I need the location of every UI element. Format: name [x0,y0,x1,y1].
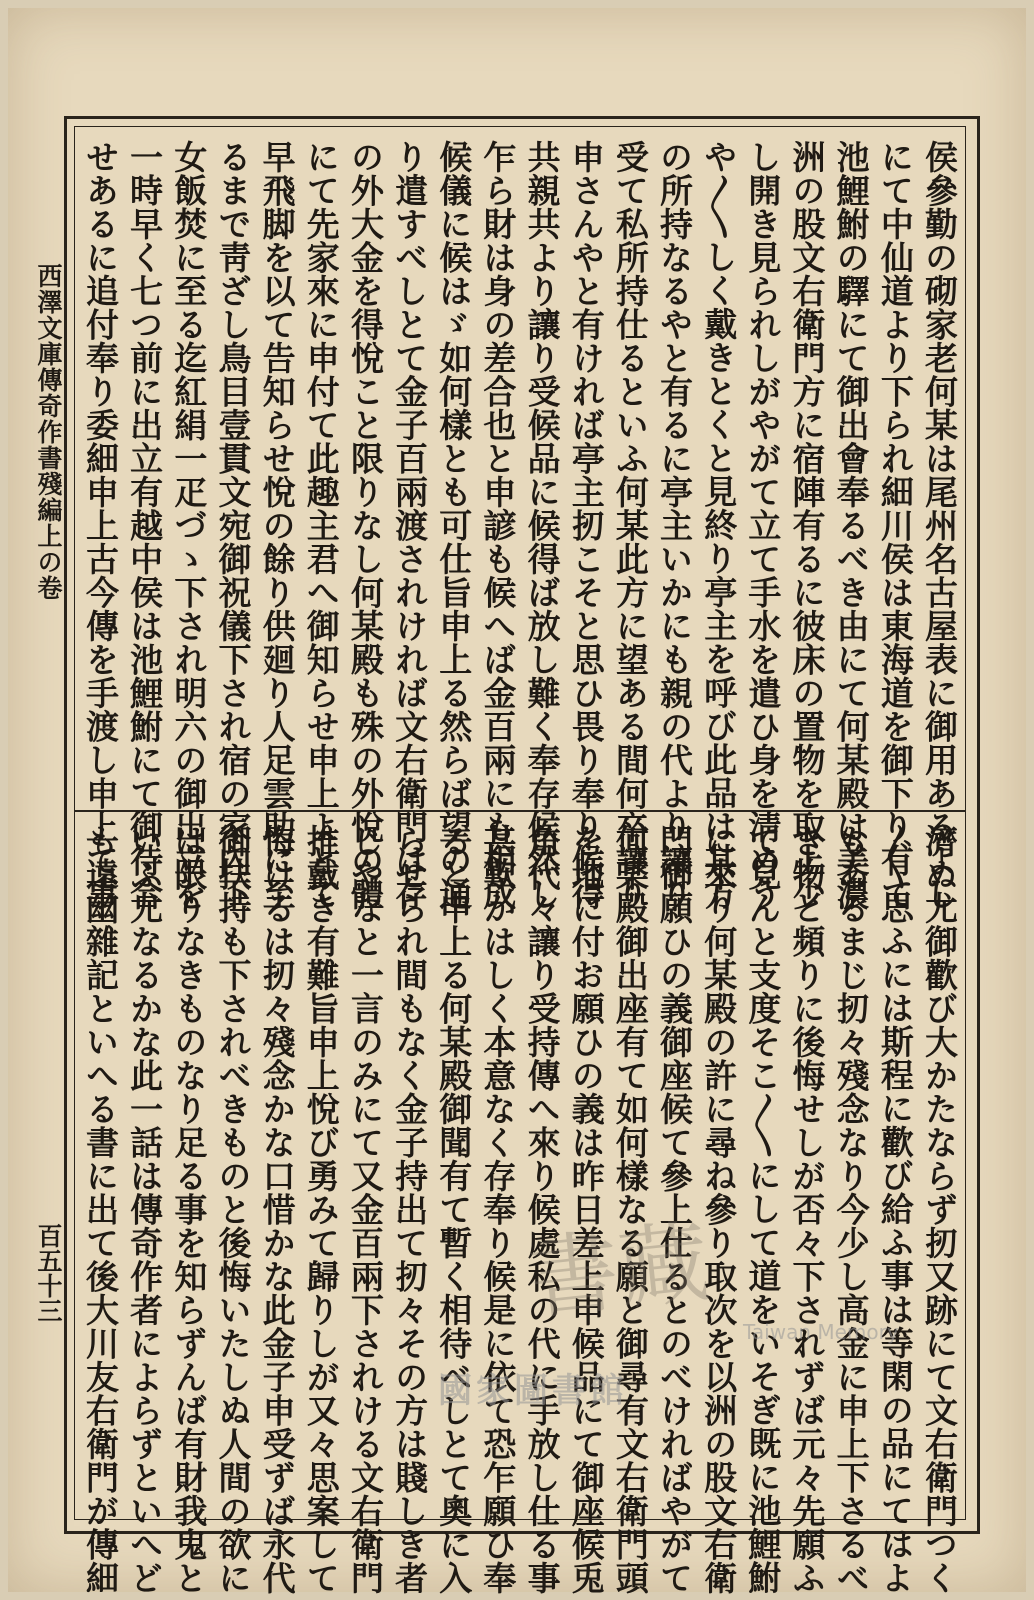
text-column: にて先家來に申付て此趣主君へ御知らせ申上よとて [301,140,341,911]
book-page [8,8,1026,1595]
text-column: 門御願ひの義御座候て參上仕るとのべければやがて [655,824,695,1595]
library-seal-mark: 書藏 [523,1209,714,1334]
text-column: じやなと一言のみにて又金百兩下されける文右衛門 [345,824,385,1595]
text-column: らせられ間もなく金子持出て扨々その方は賤しき者 [390,824,430,1595]
text-column: 推戴き有難旨申上悅び勇みて歸りしが又々思案して [301,824,341,1595]
text-column: 受て私所持仕るといふ何某此方に望ある間何卒讓り [610,140,650,911]
text-column: も遠幽雜記といへる書に出て後大川友右衛門が傳細 [81,824,120,1595]
text-column: せあるに追付奉り委細申上古今傳を手渡し申上て事 [81,140,120,911]
text-column: いふ尤なるかな此一話は傳奇作者によらずといへど [125,824,165,1595]
text-column: にて中仙道より下られ細川侯は東海道を御下り有て [875,140,915,911]
watermark-latin: Taiwan Memory [743,1320,899,1344]
text-column: 〴〵思ふには斯程に歡び給ふ事は等閑の品にてはよ [875,824,915,1594]
page-number: 百五十三 [34,1223,63,1323]
running-title: 西澤文庫傳奇作書殘編上の卷 [34,263,63,601]
text-column: 角代々讓り受持傳へ來り候處私の代に手放し仕る事 [522,824,562,1595]
text-column: 女飯焚に至る迄紅絹一疋づゝ下され明六の御出立を [169,140,209,911]
text-column: は限りなきものなり足る事を知らずんば有財我鬼と [169,824,209,1595]
text-column: 共親共より讓り受候品に候得ば放し難く奉存候然し [522,140,562,911]
text-column: 早飛脚を以て告知らせ悅の餘り供廻り人足雲助に至 [257,140,297,911]
text-column: し開き見られしがやがて立て手水を遣ひ身を淸めう [743,140,783,911]
text-column: 一時早く七つ前に出立有越中侯は池鯉鮒にて御待合 [125,140,165,911]
text-column: の所持なるやと有るに亭主いかにも親の代より讓り [655,140,695,911]
text-column: 甚歎かはしく本意なく存奉り候是に依て恐乍願ひ奉 [478,824,518,1595]
text-column: 悔けるは扨々殘念かな口惜かな此金子申受ずば永代 [257,824,297,1595]
text-column: 池鯉鮒の驛にて御出會奉るべき由にて何某殿は美濃 [831,140,871,911]
text-column: の外大金を得悅こと限りなし何某殿も殊の外悅の體 [345,140,385,911]
text-column: 侯參勤の砌家老何某は尾州名古屋表に御用あるよし [919,140,959,911]
text-column: て見んと支度そこ〳〵にして道をいそぎ既に池鯉鮒 [743,824,783,1594]
text-column: 濟ぬ尤御歡び大かたならず扨又跡にて文右衛門つく [919,824,959,1595]
text-column: き物と頻りに後悔せしが否々下されずば元々先願ふ [787,824,827,1595]
text-column: や〳〵しく戴きとくと見終り亭主を呼び此品は其方 [699,140,739,910]
top-text-block [81,140,959,911]
text-column: 洲の股文右衛門方に宿陣有るに彼床の置物を取上少 [787,140,827,911]
text-column: り遣すべしとて金子百兩渡されければ文右衛門は存 [390,140,430,911]
text-column: るまで靑ざし鳥目壹貫文宛御祝儀下され宿の家內下 [213,140,253,911]
text-column: もあるまじ扨々殘念なり今少し高金に申上下さるべ [831,824,871,1595]
text-column: 何某殿御出座有て如何樣なる願と御尋有文右衛門頭 [610,824,650,1595]
text-column: を地に付お願ひの義は昨日差上申候品にて御座候兎 [566,824,606,1595]
text-column: ると申上る何某殿御聞有て暫く相待べしとて奧に入 [434,824,474,1595]
text-column: 御扶持も下されべきものと後悔いたしぬ人間の欲に [213,824,253,1595]
text-column: に來り何某殿の許に尋ね參り取次を以洲の股文右衛 [699,824,739,1595]
text-column: 候儀に候はゞ如何樣とも可仕旨申上る然らば望の通 [434,140,474,911]
watermark-text: 國家圖書館 [438,1371,628,1411]
text-column: 乍ら財は身の差合也と申諺も候へば金百兩にも相成 [478,140,518,911]
text-column: 申さんやと有ければ亭主扨こそと思ひ畏り奉り候得 [566,140,606,911]
